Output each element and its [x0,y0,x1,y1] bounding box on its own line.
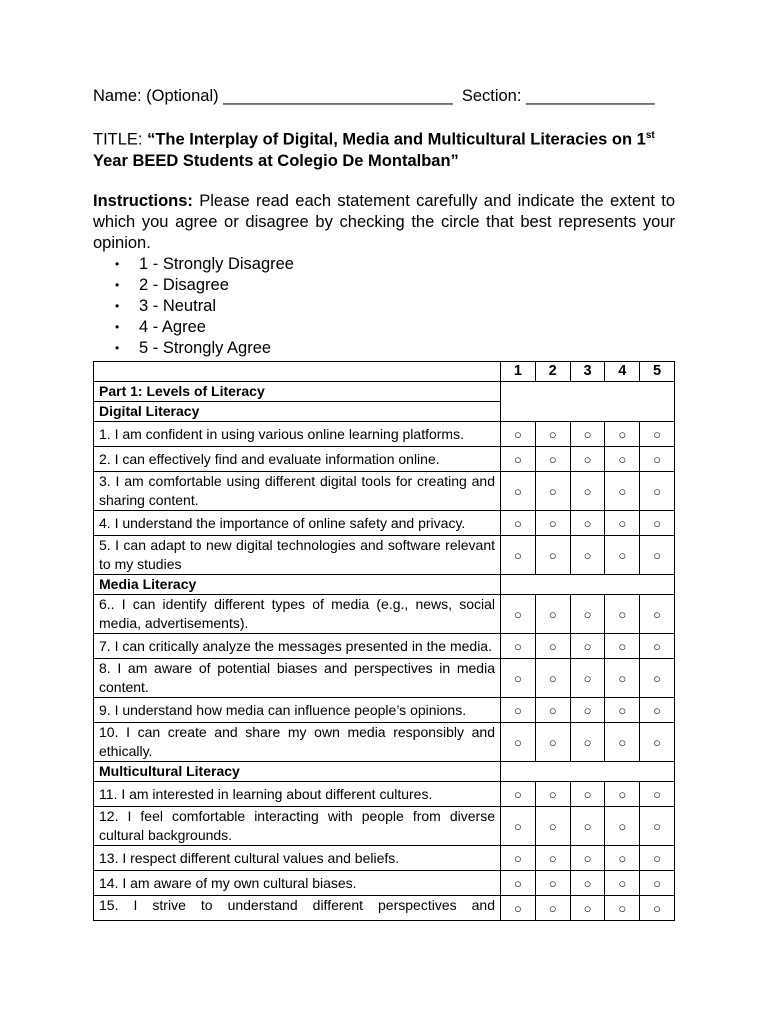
statement-text: 5. I can adapt to new digital technologies and software relevant to my studies [94,536,501,575]
rating-radio-3[interactable]: ○ [570,447,605,472]
rating-column-header: 5 [640,362,675,382]
rating-radio-1[interactable]: ○ [501,634,536,659]
rating-radio-4[interactable]: ○ [605,807,640,846]
rating-radio-5[interactable]: ○ [640,595,675,634]
rating-radio-2[interactable]: ○ [535,807,570,846]
rating-radio-4[interactable]: ○ [605,782,640,807]
statement-text: 7. I can critically analyze the messages presented in the media. [94,634,501,659]
rating-radio-3[interactable]: ○ [570,871,605,896]
rating-radio-5[interactable]: ○ [640,659,675,698]
statement-row [94,472,675,511]
rating-radio-2[interactable]: ○ [535,896,570,921]
statement-row [94,698,675,723]
rating-radio-4[interactable]: ○ [605,723,640,762]
section-title: Digital Literacy [94,402,501,422]
rating-radio-5[interactable]: ○ [640,723,675,762]
rating-radio-4[interactable]: ○ [605,634,640,659]
rating-radio-1[interactable]: ○ [501,846,536,871]
statement-text: 11. I am interested in learning about different cultures. [94,782,501,807]
section-title: Media Literacy [94,575,501,595]
title-superscript: st [645,130,655,141]
name-field[interactable]: _________________________ [223,87,453,105]
rating-radio-4[interactable]: ○ [605,472,640,511]
statement-row [94,846,675,871]
rating-radio-1[interactable]: ○ [501,472,536,511]
section-title: Multicultural Literacy [94,762,501,782]
rating-radio-3[interactable]: ○ [570,807,605,846]
name-section-line [93,86,675,107]
statement-row [94,782,675,807]
form-header [93,86,675,359]
statement-text: 13. I respect different cultural values and beliefs. [94,846,501,871]
statement-row [94,511,675,536]
scale-item-label: 5 - Strongly Agree [139,338,272,357]
rating-radio-2[interactable]: ○ [535,634,570,659]
statement-text: 1. I am confident in using various online learning platforms. [94,422,501,447]
rating-radio-4[interactable]: ○ [605,595,640,634]
statement-row [94,634,675,659]
rating-radio-3[interactable]: ○ [570,422,605,447]
rating-radio-2[interactable]: ○ [535,472,570,511]
rating-radio-2[interactable]: ○ [535,659,570,698]
title-text: “The Interplay of Digital, Media and Multicultural Literacies on 1 [147,130,646,149]
rating-radio-2[interactable]: ○ [535,723,570,762]
statement-text: 9. I understand how media can influence people’s opinions. [94,698,501,723]
rating-radio-1[interactable]: ○ [501,422,536,447]
section-title-row [94,575,675,595]
section-field[interactable]: ______________ [526,87,655,105]
scale-item [93,254,675,275]
title-text-continued: Year BEED Students at Colegio De Montalban” [93,151,459,170]
bullet-icon: • [115,256,120,271]
rating-radio-5[interactable]: ○ [640,846,675,871]
rating-radio-1[interactable]: ○ [501,723,536,762]
rating-radio-2[interactable]: ○ [535,698,570,723]
section-title-row [94,762,675,782]
rating-radio-2[interactable]: ○ [535,595,570,634]
name-label: Name: (Optional) [93,87,219,105]
rating-radio-4[interactable]: ○ [605,422,640,447]
blank-cell [501,575,675,595]
rating-radio-3[interactable]: ○ [570,723,605,762]
scale-item-label: 1 - Strongly Disagree [139,254,294,273]
rating-radio-2[interactable]: ○ [535,536,570,575]
statement-row [94,723,675,762]
rating-radio-4[interactable]: ○ [605,698,640,723]
scale-item [93,275,675,296]
rating-radio-5[interactable]: ○ [640,447,675,472]
rating-radio-4[interactable]: ○ [605,536,640,575]
rating-radio-5[interactable]: ○ [640,511,675,536]
bullet-icon: • [115,277,120,292]
rating-radio-2[interactable]: ○ [535,782,570,807]
rating-radio-5[interactable]: ○ [640,871,675,896]
statement-text: 2. I can effectively find and evaluate information online. [94,447,501,472]
statement-row [94,659,675,698]
rating-radio-4[interactable]: ○ [605,896,640,921]
rating-radio-3[interactable]: ○ [570,595,605,634]
scale-item [93,338,675,359]
rating-scale-legend [93,254,675,359]
rating-radio-4[interactable]: ○ [605,871,640,896]
rating-radio-5[interactable]: ○ [640,472,675,511]
rating-radio-3[interactable]: ○ [570,846,605,871]
rating-radio-3[interactable]: ○ [570,896,605,921]
rating-radio-1[interactable]: ○ [501,447,536,472]
rating-radio-1[interactable]: ○ [501,698,536,723]
bullet-icon: • [115,319,120,334]
statement-text: 12. I feel comfortable interacting with people from diverse cultural backgrounds. [94,807,501,846]
rating-radio-2[interactable]: ○ [535,422,570,447]
rating-radio-3[interactable]: ○ [570,698,605,723]
section-label: Section: [461,87,522,105]
rating-radio-2[interactable]: ○ [535,846,570,871]
rating-radio-4[interactable]: ○ [605,846,640,871]
rating-radio-5[interactable]: ○ [640,807,675,846]
statement-row [94,871,675,896]
title-prefix: TITLE: [93,130,148,149]
rating-column-header: 3 [570,362,605,382]
rating-radio-5[interactable]: ○ [640,536,675,575]
rating-radio-4[interactable]: ○ [605,511,640,536]
statement-text: 8. I am aware of potential biases and perspectives in media content. [94,659,501,698]
rating-radio-1[interactable]: ○ [501,511,536,536]
scale-item-label: 2 - Disagree [139,275,229,294]
table-header-row [94,362,675,382]
statement-row [94,807,675,846]
statement-text: 4. I understand the importance of online safety and privacy. [94,511,501,536]
statement-row [94,896,675,921]
rating-radio-3[interactable]: ○ [570,511,605,536]
statement-text: 15. I strive to understand different perspectives and [94,896,501,921]
rating-radio-1[interactable]: ○ [501,595,536,634]
statement-row [94,536,675,575]
instructions-text: Please read each statement carefully and indicate the extent to which you agree or disagree by checking the circle that best represents your opinion. [93,191,675,252]
statement-text: 14. I am aware of my own cultural biases. [94,871,501,896]
table-header-blank [94,362,501,382]
survey-title [93,125,675,172]
rating-radio-5[interactable]: ○ [640,782,675,807]
bullet-icon: • [115,298,120,313]
scale-item [93,296,675,317]
rating-radio-4[interactable]: ○ [605,659,640,698]
scale-item-label: 4 - Agree [139,317,206,336]
rating-radio-3[interactable]: ○ [570,634,605,659]
statement-row [94,422,675,447]
rating-radio-5[interactable]: ○ [640,422,675,447]
scale-item [93,317,675,338]
blank-cell [501,382,675,422]
statement-text: 6.. I can identify different types of media (e.g., news, social media, advertisements). [94,595,501,634]
rating-radio-2[interactable]: ○ [535,511,570,536]
rating-radio-5[interactable]: ○ [640,634,675,659]
part-title-row [94,382,675,402]
instructions-label: Instructions: [93,191,193,210]
rating-radio-3[interactable]: ○ [570,659,605,698]
statement-text: 10. I can create and share my own media responsibly and ethically. [94,723,501,762]
statement-row [94,447,675,472]
rating-radio-2[interactable]: ○ [535,447,570,472]
rating-column-header: 1 [501,362,536,382]
rating-radio-1[interactable]: ○ [501,659,536,698]
rating-radio-5[interactable]: ○ [640,896,675,921]
rating-radio-3[interactable]: ○ [570,782,605,807]
survey-table [93,361,675,921]
rating-radio-1[interactable]: ○ [501,536,536,575]
statement-text: 3. I am comfortable using different digital tools for creating and sharing content. [94,472,501,511]
rating-radio-1[interactable]: ○ [501,896,536,921]
rating-radio-1[interactable]: ○ [501,807,536,846]
rating-column-header: 4 [605,362,640,382]
rating-radio-5[interactable]: ○ [640,698,675,723]
part-title: Part 1: Levels of Literacy [94,382,501,402]
rating-radio-3[interactable]: ○ [570,472,605,511]
rating-radio-1[interactable]: ○ [501,782,536,807]
blank-cell [501,762,675,782]
rating-radio-3[interactable]: ○ [570,536,605,575]
rating-column-header: 2 [535,362,570,382]
rating-radio-1[interactable]: ○ [501,871,536,896]
statement-row [94,595,675,634]
rating-radio-4[interactable]: ○ [605,447,640,472]
instructions [93,191,675,254]
rating-radio-2[interactable]: ○ [535,871,570,896]
scale-item-label: 3 - Neutral [139,296,217,315]
bullet-icon: • [115,340,120,355]
